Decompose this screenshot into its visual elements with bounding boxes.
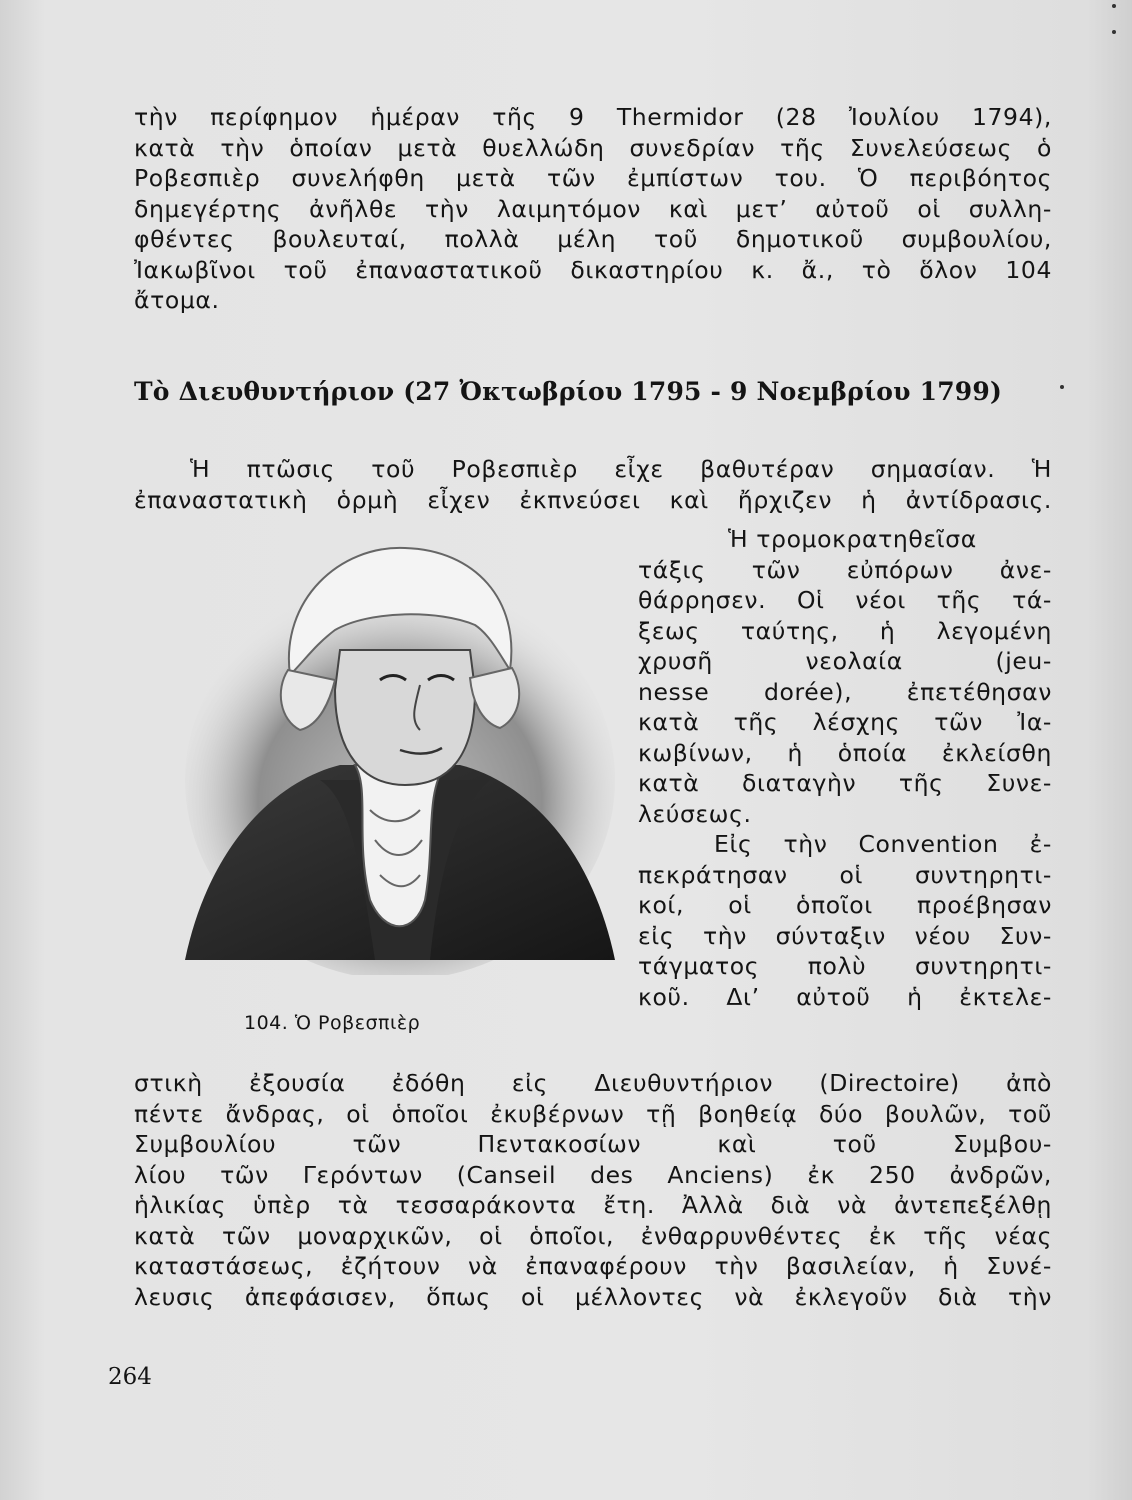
section-heading: Τὸ Διευθυντήριον (27 Ὀκτωβρίου 1795 - 9 Νοεμβρίου 1799) <box>134 377 1003 406</box>
text-line: λίου τῶν Γερόντων (Canseil des Anciens) ἐκ 250 ἀνδρῶν, <box>134 1160 1052 1189</box>
text-line: τάγματος πολὺ συντηρητι- <box>638 952 1052 980</box>
text-line: κατὰ τὴν ὁποίαν μετὰ θυελλώδη συνεδρίαν τῆς Συνελεύσεως ὁ <box>134 133 1052 162</box>
scan-speck <box>1112 30 1116 34</box>
section-paragraph <box>134 454 1052 515</box>
text-line: Ἡ πτῶσις τοῦ Ροβεσπιὲρ εἶχε βαθυτέραν σημασίαν. Ἡ <box>190 455 1052 483</box>
text-line: κωβίνων, ἡ ὁποία ἐκλείσθη <box>638 738 1052 767</box>
text-line: δημεγέρτης ἀνῆλθε τὴν λαιμητόμον καὶ μετ’ αὐτοῦ οἱ συλλη- <box>134 194 1052 223</box>
text-line: στικὴ ἐξουσία ἐδόθη εἰς Διευθυντήριον (Directoire) ἀπὸ <box>134 1069 1052 1097</box>
text-line: ἄτομα. <box>134 286 220 314</box>
text-line: nesse dorée), ἐπετέθησαν <box>638 677 1052 706</box>
wrapped-text-column <box>638 524 1052 1012</box>
text-line: ἡλικίας ὑπὲρ τὰ τεσσαράκοντα ἔτη. Ἀλλὰ διὰ νὰ ἀντεπεξέλθῃ <box>134 1191 1052 1219</box>
figure-caption: 104. Ὁ Ροβεσπιὲρ <box>244 1012 421 1034</box>
text-line: ξεως ταύτης, ἡ λεγομένη <box>638 616 1052 645</box>
text-line: Συμβουλίου τῶν Πεντακοσίων καὶ τοῦ Συμβου- <box>134 1130 1052 1158</box>
text-line: Ἰακωβῖνοι τοῦ ἐπαναστατικοῦ δικαστηρίου κ. ἄ., τὸ ὅλον 104 <box>134 255 1052 284</box>
page-number: 264 <box>108 1364 152 1390</box>
scan-speck <box>1112 4 1116 8</box>
text-line: Ἡ τρομοκρατηθεῖσα <box>728 525 977 553</box>
text-line: κοί, οἱ ὁποῖοι προέβησαν <box>638 891 1052 919</box>
bottom-paragraph <box>134 1068 1052 1312</box>
text-line: κοῦ. Δι’ αὐτοῦ ἡ ἐκτελε- <box>638 982 1052 1011</box>
text-line: λεύσεως. <box>638 799 752 828</box>
intro-paragraph <box>134 102 1052 316</box>
robespierre-portrait <box>170 540 630 975</box>
text-line: θάρρησεν. Οἱ νέοι τῆς τά- <box>638 586 1052 614</box>
text-line: κατὰ διαταγὴν τῆς Συνε- <box>638 769 1052 797</box>
text-line: φθέντες βουλευταί, πολλὰ μέλη τοῦ δημοτικοῦ συμβουλίου, <box>134 225 1052 253</box>
text-line: τάξις τῶν εὐπόρων ἀνε- <box>638 555 1052 584</box>
text-line: Εἰς τὴν Convention ἐ- <box>714 830 1052 858</box>
text-line: καταστάσεως, ἐζήτουν νὰ ἐπαναφέρουν τὴν βασιλείαν, ἡ Συνέ- <box>134 1252 1052 1280</box>
text-line: εἰς τὴν σύνταξιν νέου Συν- <box>638 921 1052 950</box>
text-line: πεκράτησαν οἱ συντηρητι- <box>638 860 1052 889</box>
text-line: Ροβεσπιὲρ συνελήφθη μετὰ τῶν ἐμπίστων του. Ὁ περιβόητος <box>134 164 1052 192</box>
text-line: κατὰ τῆς λέσχης τῶν Ἰα- <box>638 708 1052 736</box>
text-line: κατὰ τῶν μοναρχικῶν, οἱ ὁποῖοι, ἐνθαρρυνθέντες ἐκ τῆς νέας <box>134 1221 1052 1250</box>
text-line: τὴν περίφημον ἡμέραν τῆς 9 Thermidor (28 Ἰουλίου 1794), <box>134 103 1052 131</box>
text-line: χρυσῆ νεολαία (jeu- <box>638 647 1052 675</box>
text-line: ἐπαναστατικὴ ὁρμὴ εἶχεν ἐκπνεύσει καὶ ἤρχιζεν ἡ ἀντίδρασις. <box>134 485 1052 514</box>
text-line: πέντε ἄνδρας, οἱ ὁποῖοι ἐκυβέρνων τῇ βοηθείᾳ δύο βουλῶν, τοῦ <box>134 1099 1052 1128</box>
text-line: λευσις ἀπεφάσισεν, ὅπως οἱ μέλλοντες νὰ ἐκλεγοῦν διὰ τὴν <box>134 1282 1052 1311</box>
scan-speck <box>1060 385 1064 389</box>
